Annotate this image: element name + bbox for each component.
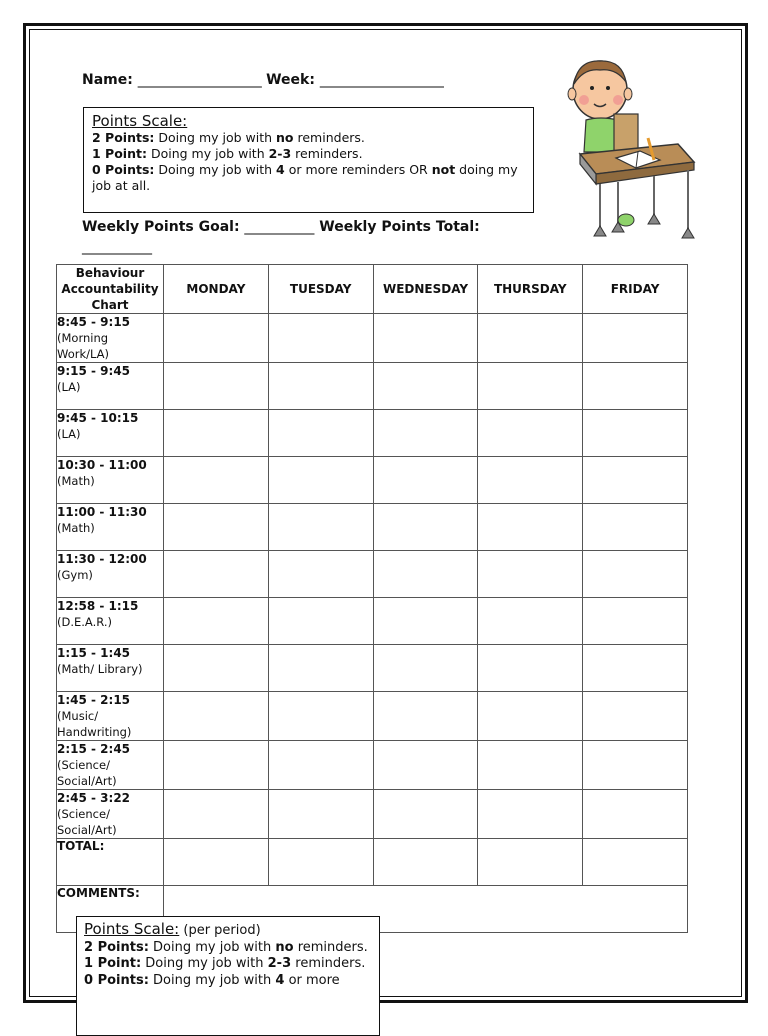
score-cell[interactable] (164, 692, 269, 741)
period-label-cell (57, 692, 164, 741)
period-subject: (Math) (57, 521, 95, 535)
score-cell[interactable] (373, 692, 478, 741)
period-label-cell (57, 410, 164, 457)
score-cell[interactable] (478, 457, 583, 504)
behaviour-chart-table (56, 264, 688, 933)
table-row (57, 551, 688, 598)
score-cell[interactable] (583, 692, 688, 741)
period-time: 2:15 - 2:45 (57, 742, 131, 756)
weekly-goal-line (82, 217, 522, 257)
score-cell[interactable] (373, 363, 478, 410)
points-scale-2-row: 0 Points: Doing my job with 4 or more (84, 972, 340, 988)
score-cell[interactable] (583, 314, 688, 363)
period-time: 11:30 - 12:00 (57, 552, 147, 566)
total-cell[interactable] (373, 839, 478, 886)
points-scale-2-row: 2 Points: Doing my job with no reminders. (84, 939, 368, 955)
table-row (57, 363, 688, 410)
period-subject: (LA) (57, 427, 81, 441)
score-cell[interactable] (268, 741, 373, 790)
goal-label: Weekly Points Goal: (82, 219, 240, 235)
name-week-line (82, 72, 443, 88)
period-label-cell (57, 598, 164, 645)
period-subject: (Music/ Handwriting) (57, 709, 132, 739)
points-scale-2-subtitle: (per period) (179, 923, 261, 938)
score-cell[interactable] (478, 692, 583, 741)
score-cell[interactable] (478, 645, 583, 692)
name-blank: ___________________ (137, 72, 262, 88)
period-time: 9:15 - 9:45 (57, 364, 131, 378)
points-scale-title: Points Scale: (92, 112, 188, 130)
score-cell[interactable] (583, 645, 688, 692)
comments-label: COMMENTS: (57, 886, 164, 933)
score-cell[interactable] (583, 551, 688, 598)
points-scale-per-period-box (76, 916, 380, 1036)
period-label-cell (57, 741, 164, 790)
score-cell[interactable] (373, 741, 478, 790)
period-time: 1:45 - 2:15 (57, 693, 131, 707)
score-cell[interactable] (373, 504, 478, 551)
total-cell[interactable] (164, 839, 269, 886)
points-scale-row: 1 Point: Doing my job with 2-3 reminders. (92, 146, 363, 161)
score-cell[interactable] (478, 741, 583, 790)
points-scale-row: 2 Points: Doing my job with no reminders. (92, 130, 365, 145)
table-row (57, 790, 688, 839)
score-cell[interactable] (583, 457, 688, 504)
points-scale-2-row: 1 Point: Doing my job with 2-3 reminders. (84, 956, 366, 971)
score-cell[interactable] (268, 645, 373, 692)
week-label: Week: (266, 72, 315, 88)
total-blank: __________ (82, 239, 152, 255)
total-cell[interactable] (268, 839, 373, 886)
table-row (57, 645, 688, 692)
table-row (57, 410, 688, 457)
score-cell[interactable] (268, 410, 373, 457)
chart-title-cell: Behaviour Accountability Chart (57, 265, 164, 314)
table-row (57, 457, 688, 504)
score-cell[interactable] (164, 410, 269, 457)
total-label: Weekly Points Total: (319, 219, 480, 235)
score-cell[interactable] (373, 790, 478, 839)
score-cell[interactable] (478, 598, 583, 645)
week-blank: ___________________ (319, 72, 444, 88)
period-time: 1:15 - 1:45 (57, 646, 131, 660)
points-scale-box (83, 107, 534, 213)
table-header-row (57, 265, 688, 314)
table-row (57, 504, 688, 551)
total-row (57, 839, 688, 886)
score-cell[interactable] (478, 410, 583, 457)
score-cell[interactable] (583, 363, 688, 410)
score-cell[interactable] (268, 314, 373, 363)
period-time: 10:30 - 11:00 (57, 458, 147, 472)
name-label: Name: (82, 72, 133, 88)
score-cell[interactable] (164, 741, 269, 790)
score-cell[interactable] (164, 457, 269, 504)
period-label-cell (57, 314, 164, 363)
period-time: 8:45 - 9:15 (57, 315, 131, 329)
period-time: 11:00 - 11:30 (57, 505, 147, 519)
score-cell[interactable] (373, 598, 478, 645)
period-subject: (Gym) (57, 568, 93, 582)
score-cell[interactable] (268, 363, 373, 410)
table-row (57, 314, 688, 363)
score-cell[interactable] (164, 551, 269, 598)
day-header-tuesday: TUESDAY (268, 265, 373, 314)
score-cell[interactable] (164, 645, 269, 692)
score-cell[interactable] (268, 457, 373, 504)
table-row (57, 598, 688, 645)
period-label-cell (57, 551, 164, 598)
period-subject: (Science/ Social/Art) (57, 758, 117, 788)
score-cell[interactable] (268, 598, 373, 645)
points-scale-2-heading (84, 921, 372, 940)
score-cell[interactable] (583, 598, 688, 645)
score-cell[interactable] (164, 598, 269, 645)
score-cell[interactable] (583, 410, 688, 457)
score-cell[interactable] (478, 363, 583, 410)
score-cell[interactable] (478, 314, 583, 363)
period-subject: (LA) (57, 380, 81, 394)
period-label-cell (57, 363, 164, 410)
period-subject: (Math/ Library) (57, 662, 143, 676)
total-cell[interactable] (478, 839, 583, 886)
period-subject: (Morning Work/LA) (57, 331, 110, 361)
score-cell[interactable] (478, 790, 583, 839)
period-label-cell (57, 645, 164, 692)
score-cell[interactable] (268, 692, 373, 741)
score-cell[interactable] (373, 410, 478, 457)
score-cell[interactable] (164, 363, 269, 410)
period-subject: (Science/ Social/Art) (57, 807, 117, 837)
score-cell[interactable] (268, 504, 373, 551)
period-label-cell (57, 790, 164, 839)
period-time: 9:45 - 10:15 (57, 411, 139, 425)
day-header-thursday: THURSDAY (478, 265, 583, 314)
total-cell[interactable] (583, 839, 688, 886)
period-subject: (D.E.A.R.) (57, 615, 112, 629)
period-subject: (Math) (57, 474, 95, 488)
day-header-wednesday: WEDNESDAY (373, 265, 478, 314)
score-cell[interactable] (164, 314, 269, 363)
score-cell[interactable] (373, 551, 478, 598)
day-header-monday: MONDAY (164, 265, 269, 314)
score-cell[interactable] (164, 504, 269, 551)
score-cell[interactable] (478, 551, 583, 598)
table-row (57, 692, 688, 741)
period-label-cell (57, 504, 164, 551)
day-header-friday: FRIDAY (583, 265, 688, 314)
period-time: 12:58 - 1:15 (57, 599, 139, 613)
goal-blank: __________ (244, 219, 315, 235)
score-cell[interactable] (583, 504, 688, 551)
score-cell[interactable] (373, 314, 478, 363)
boy-at-desk-icon (560, 56, 700, 244)
score-cell[interactable] (164, 790, 269, 839)
score-cell[interactable] (373, 645, 478, 692)
points-scale-row: 0 Points: Doing my job with 4 or more reminders OR not doing my job at all. (92, 162, 518, 193)
score-cell[interactable] (373, 457, 478, 504)
period-label-cell (57, 457, 164, 504)
score-cell[interactable] (583, 741, 688, 790)
score-cell[interactable] (583, 790, 688, 839)
table-row (57, 741, 688, 790)
score-cell[interactable] (268, 790, 373, 839)
total-label: TOTAL: (57, 839, 164, 886)
score-cell[interactable] (268, 551, 373, 598)
period-time: 2:45 - 3:22 (57, 791, 131, 805)
points-scale-2-title: Points Scale: (84, 920, 180, 938)
score-cell[interactable] (478, 504, 583, 551)
